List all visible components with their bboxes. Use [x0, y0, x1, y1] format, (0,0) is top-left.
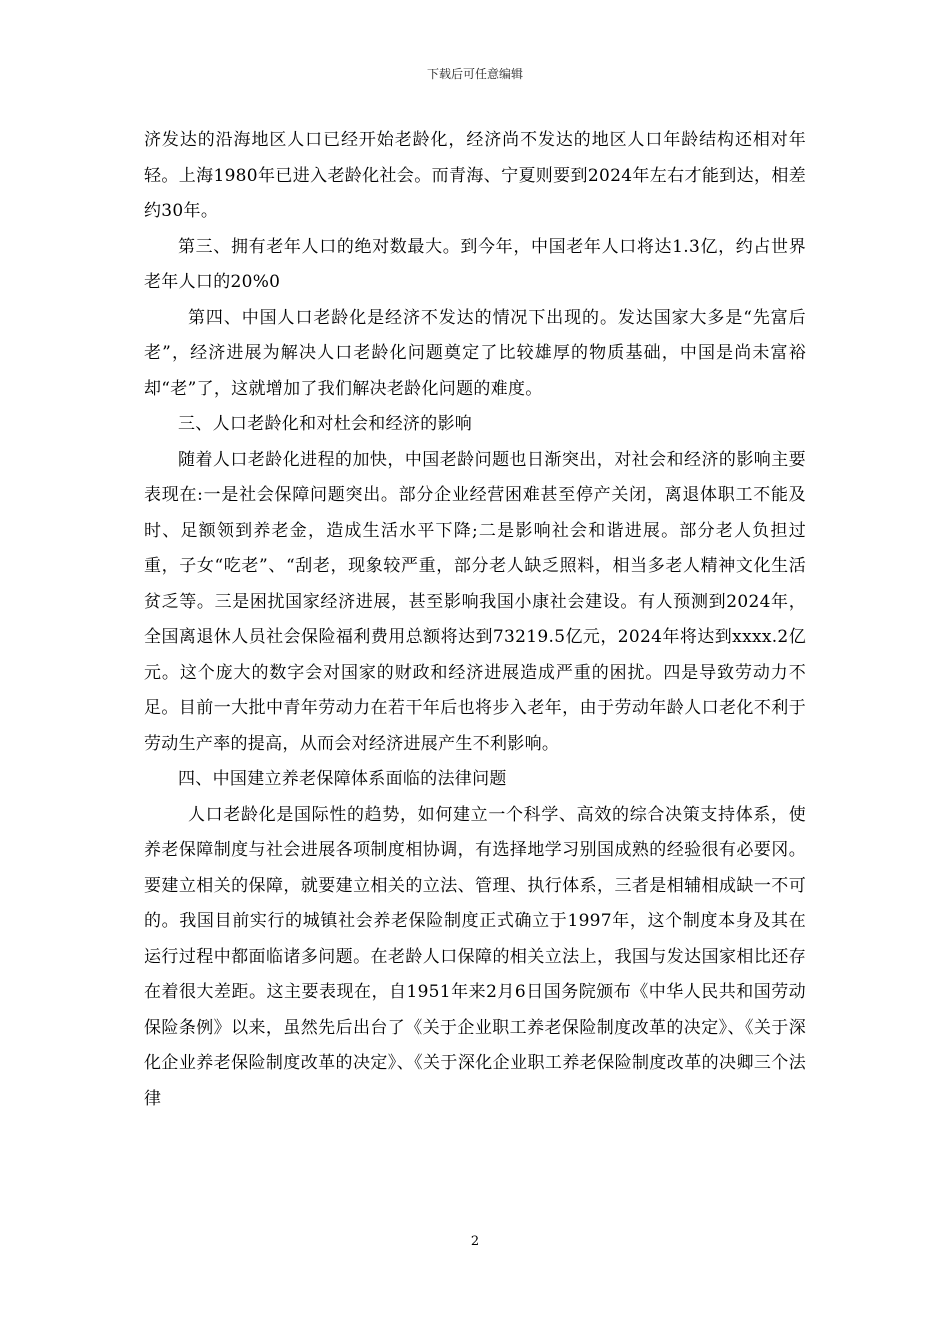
paragraph-impacts: 随着人口老龄化进程的加快，中国老龄问题也日渐突出，对社会和经济的影响主要表现在:一是社会保障问题突出。部分企业经营困难甚至停产关闭，离退体职工不能及时、足额领到养老金，造成生活水平下降;二是影响社会和谐进展。部分老人负担过重，子女“吃老”、“刮老，现象较严重，部分老人缺乏照料，相当多老人精神文化生活贫乏等。三是困扰国家经济进展，甚至影响我国小康社会建设。有人预测到2024年，全国离退休人员社会保险福利费用总额将达到73219.5亿元，2024年将达到xxxx.2亿元。这个庞大的数字会对国家的财政和经济进展造成严重的困扰。四是导致劳动力不足。目前一大批中青年劳动力在若干年后也将步入老年，由于劳动年龄人口老化不利于劳动生产率的提高，从而会对经济进展产生不利影响。	[144, 449, 806, 754]
section-heading-three: 三、人口老龄化和对杜会和经济的影响	[178, 414, 473, 434]
section-heading-four: 四、中国建立养老保障体系面临的法律问题	[178, 769, 507, 789]
paragraph-continuation: 济发达的沿海地区人口已经开始老龄化，经济尚不发达的地区人口年龄结构还相对年轻。上海1980年已进入老龄化社会。而青海、宁夏则要到2024年左右才能到达，相差约30年。	[144, 130, 806, 221]
page-header: 下载后可任意编辑	[426, 67, 523, 81]
document-body	[144, 123, 806, 1117]
page-number: 2	[470, 1234, 480, 1249]
paragraph-legal-issues: 人口老龄化是国际性的趋势，如何建立一个科学、高效的综合决策支持体系，使养老保障制度与社会进展各项制度相协调，有选择地学习别国成熟的经验很有必要冈。要建立相关的保障，就要建立相关的立法、管理、执行体系，三者是相辅相成缺一不可的。我国目前实行的城镇社会养老保险制度正式确立于1997年，这个制度本身及其在运行过程中都面临诸多问题。在老龄人口保障的相关立法上，我国与发达国家相比还存在着很大差距。这主要表现在，自1951年来2月6日国务院颁布《中华人民共和国劳动保险条例》以来，虽然先后出台了《关于企业职工养老保险制度改革的决定》、《关于深化企业养老保险制度改革的决定》、《关于深化企业职工养老保险制度改革的决卿三个法律	[144, 804, 806, 1109]
paragraph-point-four: 第四、中国人口老龄化是经济不发达的情况下出现的。发达国家大多是“先富后老”，经济进展为解决人口老龄化问题奠定了比较雄厚的物质基础，中国是尚未富裕却“老”了，这就增加了我们解决老龄化问题的难度。	[144, 307, 806, 399]
paragraph-point-three: 第三、拥有老年人口的绝对数最大。到今年，中国老年人口将达1.3亿，约占世界老年人口的20%0	[144, 236, 806, 292]
